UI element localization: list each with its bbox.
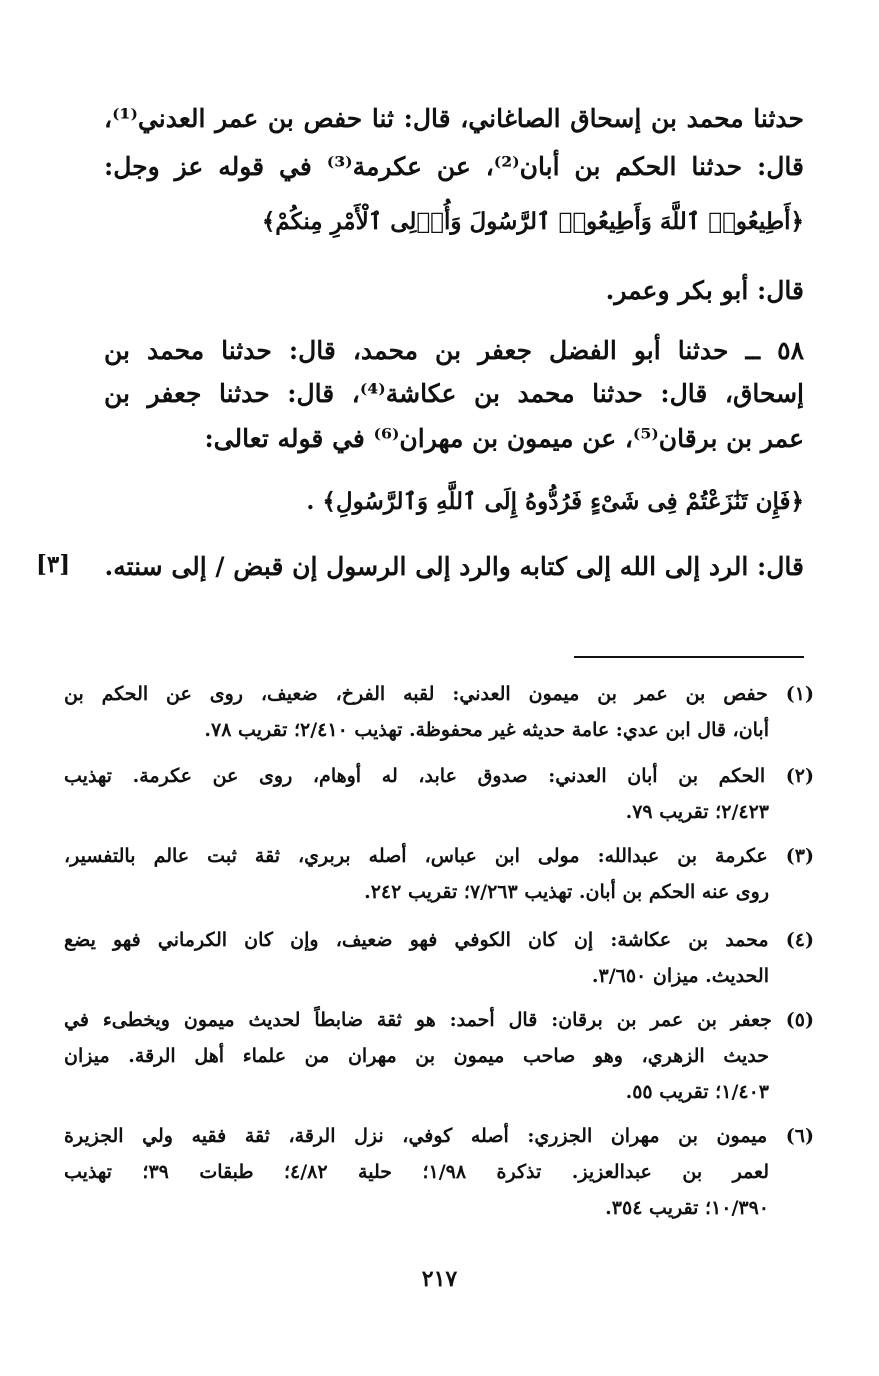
main-text-line: قال: أبو بكر وعمر. [605, 276, 804, 305]
main-text-line: حدثنا محمد بن إسحاق الصاغاني، قال: ثنا حفص بن عمر العدني⁽¹⁾، [104, 104, 804, 133]
main-text-line: ٥٨ ــ حدثنا أبو الفضل جعفر بن محمد، قال: حدثنا محمد بن [104, 336, 804, 365]
footnote-line: ١٠/٣٩٠؛ تقريب ٣٥٤. [605, 1197, 769, 1219]
footnote-line: (٢) الحكم بن أبان العدني: صدوق عابد، له أوهام، روى عن عكرمة. تهذيب [64, 765, 814, 787]
original-page-marker: [٣] [36, 551, 71, 578]
footnote-line: (١) حفص بن عمر بن ميمون العدني: لقبه الفرخ، ضعيف، روى عن الحكم بن [64, 683, 814, 705]
page-number: ٢١٧ [421, 1266, 458, 1292]
main-text-line: قال: حدثنا الحكم بن أبان⁽²⁾، عن عكرمة⁽³⁾ في قوله عز وجل: [104, 152, 804, 181]
main-text-line: قال: الرد إلى الله إلى كتابه والرد إلى الرسول إن قبض / إلى سنته. [104, 552, 804, 581]
main-text-line: إسحاق، قال: حدثنا محمد بن عكاشة⁽⁴⁾، قال: حدثنا جعفر بن [104, 379, 804, 408]
footnote-line: ١/٤٠٣؛ تقريب ٥٥. [625, 1081, 769, 1103]
main-text-line: عمر بن برقان⁽⁵⁾، عن ميمون بن مهران⁽⁶⁾ في قوله تعالى: [204, 424, 804, 453]
footnote-line: روى عنه الحكم بن أبان. تهذيب ٧/٢٦٣؛ تقريب ٢٤٢. [364, 881, 769, 903]
footnote-separator [574, 656, 804, 658]
footnote-line: أبان، قال ابن عدي: عامة حديثه غير محفوظة. تهذيب ٢/٤١٠؛ تقريب ٧٨. [204, 719, 769, 741]
footnote-line: (٣) عكرمة بن عبدالله: مولى ابن عباس، أصله بربري، ثقة ثبت عالم بالتفسير، [64, 845, 814, 867]
footnote-line: (٥) جعفر بن عمر بن برقان: قال أحمد: هو ثقة ضابطاً لحديث ميمون ويخطىء في [64, 1009, 814, 1031]
footnote-line: (٦) ميمون بن مهران الجزري: أصله كوفي، نزل الرقة، ثقة فقيه ولي الجزيرة [64, 1125, 814, 1147]
quran-verse: ﴿فَإِن تَنَٰزَعْتُمْ فِى شَىْءٍ فَرُدُّوهُ إِلَى ٱللَّهِ وَٱلرَّسُولِ﴾ . [306, 488, 804, 515]
footnote-line: ٢/٤٢٣؛ تقريب ٧٩. [625, 801, 769, 823]
footnote-line: (٤) محمد بن عكاشة: إن كان الكوفي فهو ضعيف، وإن كان الكرماني فهو يضع [64, 929, 814, 951]
footnote-line: الحديث. ميزان ٣/٦٥٠. [591, 965, 769, 987]
footnote-line: لعمر بن عبدالعزيز. تذكرة ١/٩٨؛ حلية ٤/٨٢؛ طبقات ٣٩؛ تهذيب [64, 1161, 769, 1183]
footnote-line: حديث الزهري، وهو صاحب ميمون بن مهران من علماء أهل الرقة. ميزان [64, 1045, 769, 1067]
quran-verse: ﴿أَطِيعُوا۟ ٱللَّهَ وَأَطِيعُوا۟ ٱلرَّسُولَ وَأُو۟لِى ٱلْأَمْرِ مِنكُمْ﴾ [261, 208, 804, 235]
